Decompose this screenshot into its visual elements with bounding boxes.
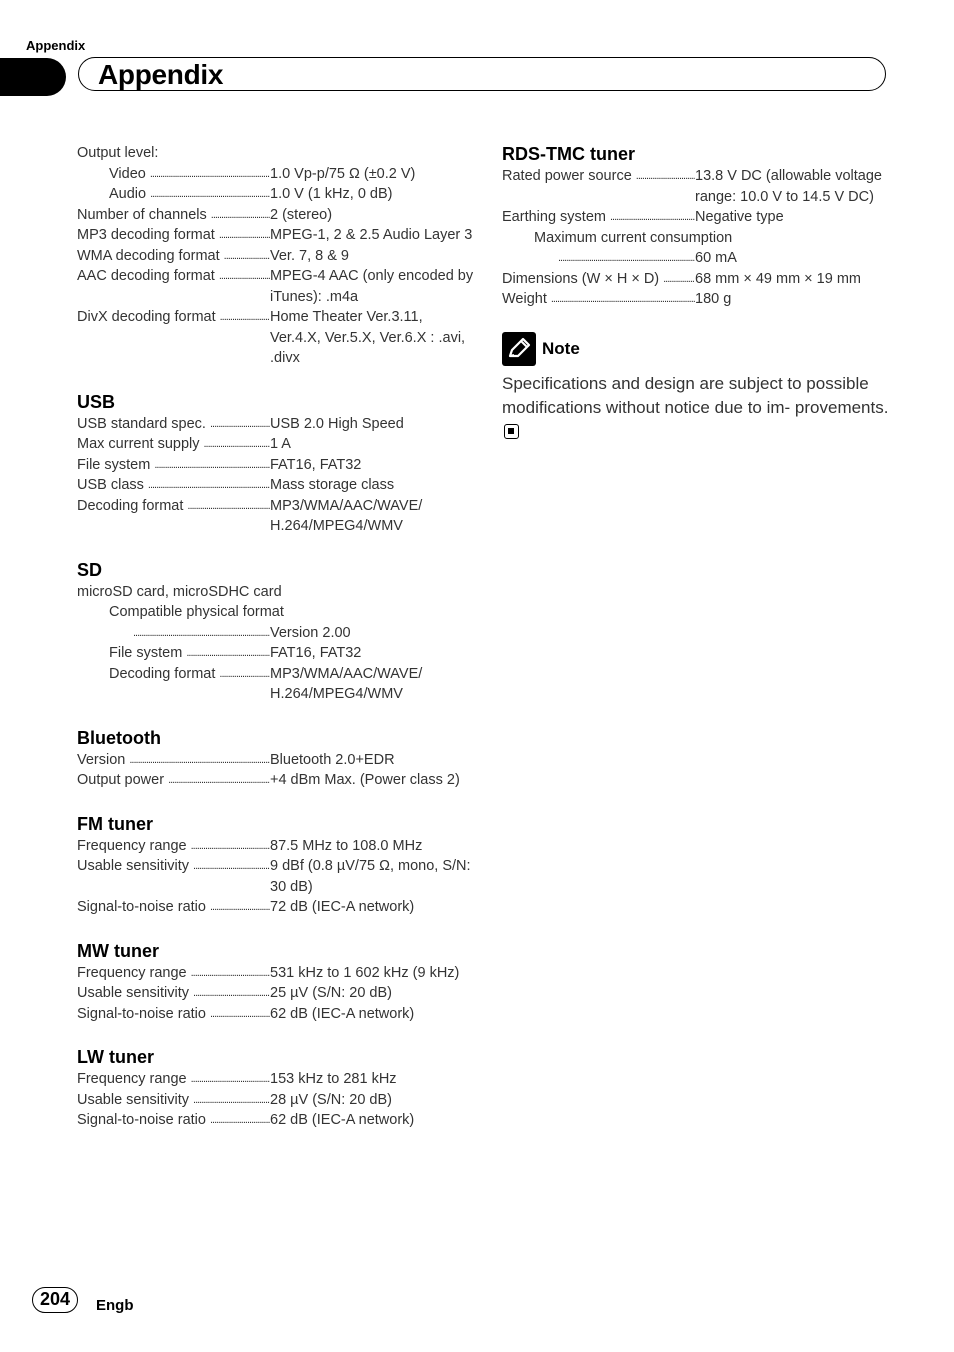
spec-value: 1 A xyxy=(270,436,291,452)
spec-value: 28 µV (S/N: 20 dB) xyxy=(270,1091,392,1108)
sd-section xyxy=(77,559,477,705)
bluetooth-section xyxy=(77,727,477,791)
usb-section xyxy=(77,391,477,537)
spec-value: Version 2.00 xyxy=(270,624,351,641)
spec-row xyxy=(77,246,477,267)
spec-label: Signal-to-noise ratio xyxy=(77,1112,210,1128)
spec-label: Earthing system xyxy=(502,209,610,225)
running-header: Appendix xyxy=(26,38,86,53)
pencil-icon xyxy=(502,332,536,366)
spec-label: MP3 decoding format xyxy=(77,227,219,243)
note-text xyxy=(502,372,892,444)
spec-value: 60 mA xyxy=(695,250,737,266)
spec-row xyxy=(502,248,902,269)
spec-label: Compatible physical format xyxy=(109,604,284,620)
spec-value: FAT16, FAT32 xyxy=(270,456,362,473)
spec-row xyxy=(77,983,477,1004)
mw-tuner-section xyxy=(77,940,477,1025)
section-title: LW tuner xyxy=(77,1047,154,1067)
spec-row xyxy=(77,1069,477,1090)
spec-value: 25 µV (S/N: 20 dB) xyxy=(270,985,392,1001)
spec-label: Decoding format xyxy=(77,498,187,514)
spec-label: Usable sensitivity xyxy=(77,1092,193,1108)
spec-label: WMA decoding format xyxy=(77,248,224,264)
spec-value: 62 dB (IEC-A network) xyxy=(270,1005,415,1022)
spec-value: 9 dBf (0.8 µV/75 Ω, mono, S/N: 30 dB) xyxy=(270,858,471,895)
spec-row xyxy=(77,307,477,369)
spec-row xyxy=(77,623,477,644)
spec-label: AAC decoding format xyxy=(77,268,219,284)
spec-value: Bluetooth 2.0+EDR xyxy=(270,751,395,768)
left-column xyxy=(77,143,477,1153)
spec-label: Max current supply xyxy=(77,436,204,452)
spec-label: File system xyxy=(77,457,154,473)
spec-row xyxy=(502,207,902,228)
spec-label: Frequency range xyxy=(77,965,191,981)
spec-label-empty xyxy=(129,625,133,641)
spec-row xyxy=(502,166,902,207)
spec-row xyxy=(77,205,477,226)
spec-row xyxy=(77,897,477,918)
spec-label: Audio xyxy=(109,186,150,202)
spec-row xyxy=(77,963,477,984)
spec-label: Rated power source xyxy=(502,168,636,184)
spec-value: 2 (stereo) xyxy=(270,206,333,223)
output-section xyxy=(77,143,477,369)
spec-value: 1.0 V (1 kHz, 0 dB) xyxy=(270,186,393,202)
spec-label: File system xyxy=(109,645,186,661)
spec-value: Home Theater Ver.3.11, Ver.4.X, Ver.5.X, Ver.6.X : .avi, .divx xyxy=(270,309,466,366)
spec-value: 153 kHz to 281 kHz xyxy=(270,1071,397,1087)
section-title: FM tuner xyxy=(77,813,153,834)
spec-label: Usable sensitivity xyxy=(77,985,193,1001)
spec-value: 180 g xyxy=(695,291,732,307)
spec-value: MP3/WMA/AAC/WAVE/ H.264/MPEG4/WMV xyxy=(270,665,423,702)
spec-value: FAT16, FAT32 xyxy=(270,645,362,661)
spec-row xyxy=(77,1004,477,1025)
note-header xyxy=(502,332,902,366)
spec-label: Output power xyxy=(77,772,168,788)
spec-row xyxy=(77,475,477,496)
spec-row xyxy=(77,266,477,307)
spec-row xyxy=(77,496,477,537)
note-body: Specifications and design are subject to possible modifications without notice due to im- provements. xyxy=(502,373,889,417)
spec-value: MPEG-4 AAC (only encoded by iTunes): .m4a xyxy=(270,268,474,305)
spec-label: Number of channels xyxy=(77,207,211,223)
language-code: Engb xyxy=(96,1297,134,1314)
spec-value: 72 dB (IEC-A network) xyxy=(270,899,415,915)
spec-label: Version xyxy=(77,752,129,768)
spec-row xyxy=(77,225,477,246)
spec-row xyxy=(77,414,477,435)
spec-label: Signal-to-noise ratio xyxy=(77,1006,210,1022)
spec-row xyxy=(77,434,477,455)
end-of-section-icon xyxy=(504,424,519,439)
section-title: RDS-TMC tuner xyxy=(502,144,635,164)
sd-intro: microSD card, microSDHC card xyxy=(77,583,282,600)
section-tab-bar xyxy=(0,58,66,96)
spec-row xyxy=(502,289,902,310)
section-title: USB xyxy=(77,391,116,412)
spec-value: 531 kHz to 1 602 kHz (9 kHz) xyxy=(270,964,460,981)
spec-value: USB 2.0 High Speed xyxy=(270,415,404,432)
spec-value: Mass storage class xyxy=(270,477,395,493)
spec-value: MPEG-1, 2 & 2.5 Audio Layer 3 xyxy=(270,227,473,243)
spec-row xyxy=(77,164,477,185)
section-title: Bluetooth xyxy=(77,727,161,748)
fm-tuner-section xyxy=(77,813,477,918)
section-title: MW tuner xyxy=(77,940,159,961)
spec-row xyxy=(77,1090,477,1111)
lw-tuner-section xyxy=(77,1046,477,1131)
spec-value: Ver. 7, 8 & 9 xyxy=(270,247,349,264)
spec-label: Dimensions (W × H × D) xyxy=(502,271,663,287)
output-level-label: Output level: xyxy=(77,145,159,161)
spec-label-empty xyxy=(554,250,558,266)
spec-value: 87.5 MHz to 108.0 MHz xyxy=(270,837,423,854)
spec-label: Frequency range xyxy=(77,1071,191,1087)
rds-tmc-section xyxy=(502,143,902,310)
spec-label: Maximum current consumption xyxy=(534,229,733,246)
spec-value: 62 dB (IEC-A network) xyxy=(270,1112,415,1128)
spec-label: Video xyxy=(109,166,150,182)
spec-row xyxy=(77,455,477,476)
spec-label: USB class xyxy=(77,477,148,493)
spec-label: DivX decoding format xyxy=(77,309,220,325)
spec-value: MP3/WMA/AAC/WAVE/ H.264/MPEG4/WMV xyxy=(270,497,423,534)
spec-row xyxy=(77,770,477,791)
spec-label: Weight xyxy=(502,291,551,307)
note-title: Note xyxy=(542,338,580,358)
spec-value: +4 dBm Max. (Power class 2) xyxy=(270,772,460,788)
spec-value: 1.0 Vp-p/75 Ω (±0.2 V) xyxy=(270,165,416,182)
spec-row xyxy=(502,269,902,290)
spec-label: Signal-to-noise ratio xyxy=(77,899,210,915)
spec-label: Usable sensitivity xyxy=(77,858,193,874)
right-column xyxy=(502,143,902,444)
spec-row xyxy=(77,856,477,897)
page-title: Appendix xyxy=(98,59,224,90)
spec-row xyxy=(77,836,477,857)
spec-row xyxy=(77,750,477,771)
section-title: SD xyxy=(77,559,103,580)
spec-label: Frequency range xyxy=(77,838,191,854)
spec-row xyxy=(77,184,477,205)
spec-value: Negative type xyxy=(695,209,784,225)
spec-label: USB standard spec. xyxy=(77,416,210,432)
spec-value: 68 mm × 49 mm × 19 mm xyxy=(695,270,861,287)
spec-row xyxy=(77,664,477,705)
spec-row xyxy=(77,643,477,664)
page-number: 204 xyxy=(32,1287,78,1313)
spec-row xyxy=(77,1110,477,1131)
spec-label: Decoding format xyxy=(109,666,219,682)
spec-value: 13.8 V DC (allowable voltage range: 10.0 V to 14.5 V DC) xyxy=(695,168,882,205)
